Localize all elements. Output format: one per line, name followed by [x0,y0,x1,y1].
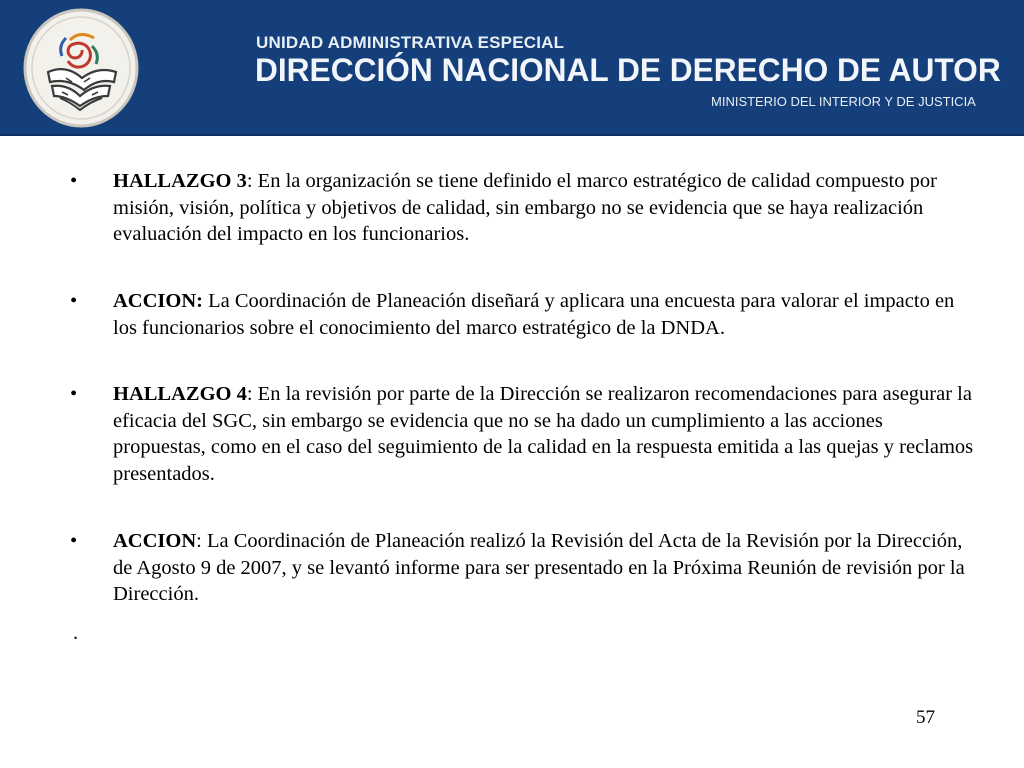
bullet-separator: : [246,383,253,405]
bullet-symbol: • [70,290,78,312]
header-unit-label: UNIDAD ADMINISTRATIVA ESPECIAL [256,33,565,52]
bullet-label: HALLAZGO 3 [113,170,247,192]
trailing-mark: . [73,622,79,644]
bullet-symbol: • [70,170,78,192]
bullet-item [0,528,1024,608]
bullet-text [113,528,978,608]
header-main-title: DIRECCIÓN NACIONAL DE DERECHO DE AUTOR [255,52,1001,88]
bullet-body: La Coordinación de Planeación realizó la Revisión del Acta de la Revisión por la Dirección, de Agosto 9 de 2007, y se levantó informe para ser presentado en la Próxima Reunión de revisión por la Dirección. [113,530,965,605]
bullet-label: ACCION: [113,290,203,312]
bullet-item [0,381,1024,489]
bullet-text [113,381,978,487]
header-banner [0,0,1024,136]
bullet-text [113,168,978,248]
bullet-item [0,168,1024,248]
bullet-label: ACCION [113,530,197,552]
bullet-body: La Coordinación de Planeación diseñará y aplicara una encuesta para valorar el impacto en los funcionarios sobre el conocimiento del marco estratégico de la DNDA. [113,290,955,339]
bullet-symbol: • [70,530,78,552]
dnda-logo-icon [22,6,140,130]
bullet-body: En la organización se tiene definido el marco estratégico de calidad compuesto por misión, visión, política y objetivos de calidad, sin embargo no se evidencia que se haya realización evaluación del impacto en los funcionarios. [113,170,937,245]
bullet-body: En la revisión por parte de la Dirección se realizaron recomendaciones para asegurar la eficacia del SGC, sin embargo se evidencia que no se ha dado un cumplimiento a las acciones propuestas, como en el caso del seguimiento de la calidad en la respuesta emitida a las quejas y reclamos presentados. [113,383,974,485]
bullet-separator: : [196,530,202,552]
header-ministry-label: MINISTERIO DEL INTERIOR Y DE JUSTICIA [711,94,976,109]
page-number: 57 [916,707,935,728]
bullet-symbol: • [70,383,78,405]
bullet-text [113,288,978,341]
bullet-separator: : [246,170,253,192]
bullet-item [0,288,1024,342]
bullet-label: HALLAZGO 4 [113,383,247,405]
